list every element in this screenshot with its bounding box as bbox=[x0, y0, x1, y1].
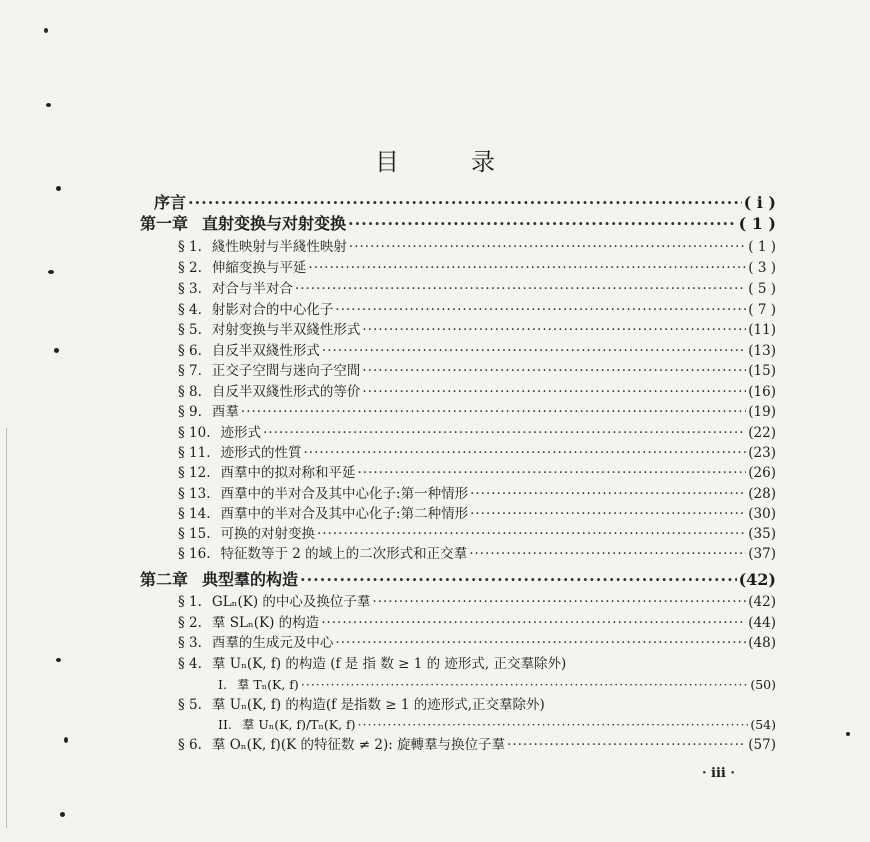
entry-page: (15) bbox=[748, 363, 776, 379]
entry-number: § 4. bbox=[178, 656, 202, 672]
entry-page: (26) bbox=[748, 465, 776, 481]
toc-entry[interactable] bbox=[178, 345, 776, 359]
entry-title: 羣 Uₙ(K, f) 的构造 (f 是 指 数 ≥ 1 的 迹形式, 正交羣除外) bbox=[211, 656, 567, 672]
entry-page: ( i ) bbox=[743, 193, 776, 212]
leader-dots bbox=[335, 304, 746, 318]
toc-entry[interactable] bbox=[178, 467, 776, 481]
entry-number: § 6. bbox=[178, 343, 202, 359]
entry-number: § 10. bbox=[178, 425, 211, 441]
leader-dots bbox=[372, 596, 746, 610]
toc-entry[interactable] bbox=[178, 528, 776, 542]
entry-title: 可换的对射变换 bbox=[220, 526, 316, 542]
entry-page: ( 7 ) bbox=[748, 302, 776, 318]
toc-entry[interactable] bbox=[140, 195, 776, 211]
entry-page: ( 5 ) bbox=[748, 281, 776, 297]
entry-title: 迹形式的性質 bbox=[220, 445, 302, 461]
toc-entry[interactable] bbox=[178, 324, 776, 338]
entry-number: § 6. bbox=[178, 737, 202, 753]
scan-speck bbox=[54, 348, 59, 353]
entry-page: ( 3 ) bbox=[748, 260, 776, 276]
entry-title: 酉羣中的拟对称和平延 bbox=[220, 465, 356, 481]
entry-number: 第二章 bbox=[140, 570, 189, 589]
entry-title: 自反半双綫性形式的等价 bbox=[211, 384, 361, 400]
entry-page: (19) bbox=[748, 404, 776, 420]
entry-number: § 5. bbox=[178, 697, 202, 713]
entry-number: § 13. bbox=[178, 486, 211, 502]
toc-entry[interactable] bbox=[218, 719, 776, 732]
entry-title: 羣 Uₙ(K, f)/Tₙ(K, f) bbox=[241, 717, 356, 732]
toc-entry[interactable] bbox=[178, 637, 776, 651]
leader-dots bbox=[362, 324, 746, 338]
toc-entry[interactable] bbox=[178, 617, 776, 631]
entry-title: 直射变换与对射变换 bbox=[202, 214, 347, 233]
scan-speck bbox=[60, 812, 65, 817]
leader-dots bbox=[321, 617, 746, 631]
entry-title: 羣 Uₙ(K, f) 的构造(f 是指数 ≥ 1 的迹形式,正交羣除外) bbox=[211, 697, 545, 713]
scan-speck bbox=[846, 732, 850, 736]
entry-number: § 1. bbox=[178, 594, 202, 610]
toc-entry[interactable] bbox=[178, 447, 776, 461]
entry-page: (44) bbox=[748, 615, 776, 631]
entry-number: § 16. bbox=[178, 546, 211, 562]
entry-title: 羣 Tₙ(K, f) bbox=[236, 677, 299, 692]
entry-title: 对合与半对合 bbox=[211, 281, 293, 297]
entry-page: (11) bbox=[748, 322, 776, 338]
entry-page: (54) bbox=[750, 717, 776, 732]
entry-title: 酉羣 bbox=[211, 404, 239, 420]
leader-dots bbox=[362, 365, 746, 379]
scan-speck bbox=[46, 103, 51, 107]
entry-number: § 2. bbox=[178, 615, 202, 631]
entry-title: 射影对合的中心化子 bbox=[211, 302, 334, 318]
toc-entry[interactable] bbox=[178, 508, 776, 522]
scan-speck bbox=[48, 270, 54, 274]
entry-title: GLₙ(K) 的中心及换位子羣 bbox=[211, 594, 371, 610]
scan-speck bbox=[64, 737, 68, 743]
entry-page: (57) bbox=[748, 737, 776, 753]
leader-dots bbox=[300, 572, 737, 588]
scan-edge-line bbox=[6, 428, 7, 828]
toc-entry[interactable] bbox=[218, 679, 776, 692]
toc-entry[interactable] bbox=[178, 304, 776, 318]
entry-page: (50) bbox=[750, 677, 776, 692]
leader-dots bbox=[349, 241, 746, 255]
entry-title: 对射变换与半双綫性形式 bbox=[211, 322, 361, 338]
toc-entry[interactable] bbox=[178, 699, 776, 713]
entry-title: 序言 bbox=[154, 193, 187, 212]
entry-title: 羣 SLₙ(K) 的构造 bbox=[211, 615, 320, 631]
entry-number: § 15. bbox=[178, 526, 211, 542]
title-char-1: 目 bbox=[375, 148, 399, 176]
entry-number: § 3. bbox=[178, 281, 202, 297]
entry-number: § 9. bbox=[178, 404, 202, 420]
entry-page: (48) bbox=[748, 635, 776, 651]
toc-entry[interactable] bbox=[178, 365, 776, 379]
leader-dots bbox=[317, 528, 746, 542]
leader-dots bbox=[304, 447, 747, 461]
entry-page: (37) bbox=[748, 546, 776, 562]
leader-dots bbox=[362, 386, 746, 400]
entry-number: § 11. bbox=[178, 445, 211, 461]
entry-title: 正交子空間与迷向子空間 bbox=[211, 363, 361, 379]
entry-page: (42) bbox=[748, 594, 776, 610]
leader-dots bbox=[358, 719, 749, 732]
page-number-footer: · iii · bbox=[702, 766, 735, 781]
toc-entry[interactable] bbox=[178, 488, 776, 502]
entry-number: 第一章 bbox=[140, 214, 189, 233]
leader-dots bbox=[358, 467, 747, 481]
title-char-2: 录 bbox=[471, 148, 495, 176]
toc-entry[interactable] bbox=[178, 262, 776, 276]
entry-number: § 2. bbox=[178, 260, 202, 276]
leader-dots bbox=[188, 195, 742, 211]
toc-entry[interactable] bbox=[178, 739, 776, 753]
toc-entry[interactable] bbox=[140, 572, 776, 588]
entry-number: II. bbox=[218, 717, 232, 732]
entry-number: § 8. bbox=[178, 384, 202, 400]
leader-dots bbox=[295, 283, 746, 297]
entry-title: 綫性映射与半綫性映射 bbox=[211, 239, 347, 255]
leader-dots bbox=[507, 739, 746, 753]
entry-number: § 12. bbox=[178, 465, 211, 481]
entry-number: § 14. bbox=[178, 506, 211, 522]
toc-entry[interactable] bbox=[178, 427, 776, 441]
leader-dots bbox=[470, 488, 746, 502]
leader-dots bbox=[470, 508, 746, 522]
leader-dots bbox=[322, 345, 746, 359]
entry-page: (35) bbox=[748, 526, 776, 542]
entry-page: (13) bbox=[748, 343, 776, 359]
leader-dots bbox=[308, 262, 746, 276]
scan-speck bbox=[56, 186, 61, 191]
entry-page: ( 1 ) bbox=[738, 214, 776, 233]
toc-entry[interactable] bbox=[178, 406, 776, 420]
leader-dots bbox=[469, 548, 746, 562]
toc-entry[interactable] bbox=[178, 283, 776, 297]
leader-dots bbox=[263, 427, 746, 441]
entry-page: ( 1 ) bbox=[748, 239, 776, 255]
leader-dots bbox=[335, 637, 746, 651]
toc-entry[interactable] bbox=[178, 241, 776, 255]
entry-number: § 7. bbox=[178, 363, 202, 379]
entry-title: 迹形式 bbox=[220, 425, 262, 441]
leader-dots bbox=[241, 406, 746, 420]
entry-page: (23) bbox=[748, 445, 776, 461]
scan-speck bbox=[56, 658, 61, 662]
entry-title: 典型羣的构造 bbox=[202, 570, 299, 589]
entry-page: (22) bbox=[748, 425, 776, 441]
toc-entry[interactable] bbox=[178, 386, 776, 400]
entry-page: (28) bbox=[748, 486, 776, 502]
scan-speck bbox=[44, 28, 48, 33]
entry-title: 特征数等于 2 的域上的二次形式和正交羣 bbox=[220, 546, 468, 562]
toc-entry[interactable] bbox=[140, 216, 776, 232]
entry-title: 羣 Oₙ(K, f)(K 的特征数 ≠ 2): 旋轉羣与换位子羣 bbox=[211, 737, 506, 753]
leader-dots bbox=[301, 679, 749, 692]
entry-title: 自反半双綫性形式 bbox=[211, 343, 320, 359]
toc-entry[interactable] bbox=[178, 658, 776, 672]
entry-number: § 1. bbox=[178, 239, 202, 255]
entry-number: I. bbox=[218, 677, 227, 692]
entry-number: § 5. bbox=[178, 322, 202, 338]
entry-number: § 3. bbox=[178, 635, 202, 651]
entry-title: 伸縮变换与平延 bbox=[211, 260, 307, 276]
toc-entry[interactable] bbox=[178, 548, 776, 562]
entry-title: 酉羣中的半对合及其中心化子:第一种情形 bbox=[220, 486, 469, 502]
entry-title: 酉羣的生成元及中心 bbox=[211, 635, 334, 651]
entry-page: (30) bbox=[748, 506, 776, 522]
entry-page: (42) bbox=[738, 570, 776, 589]
leader-dots bbox=[348, 216, 737, 232]
toc-entry[interactable] bbox=[178, 596, 776, 610]
entry-page: (16) bbox=[748, 384, 776, 400]
entry-title: 酉羣中的半对合及其中心化子:第二种情形 bbox=[220, 506, 469, 522]
entry-number: § 4. bbox=[178, 302, 202, 318]
